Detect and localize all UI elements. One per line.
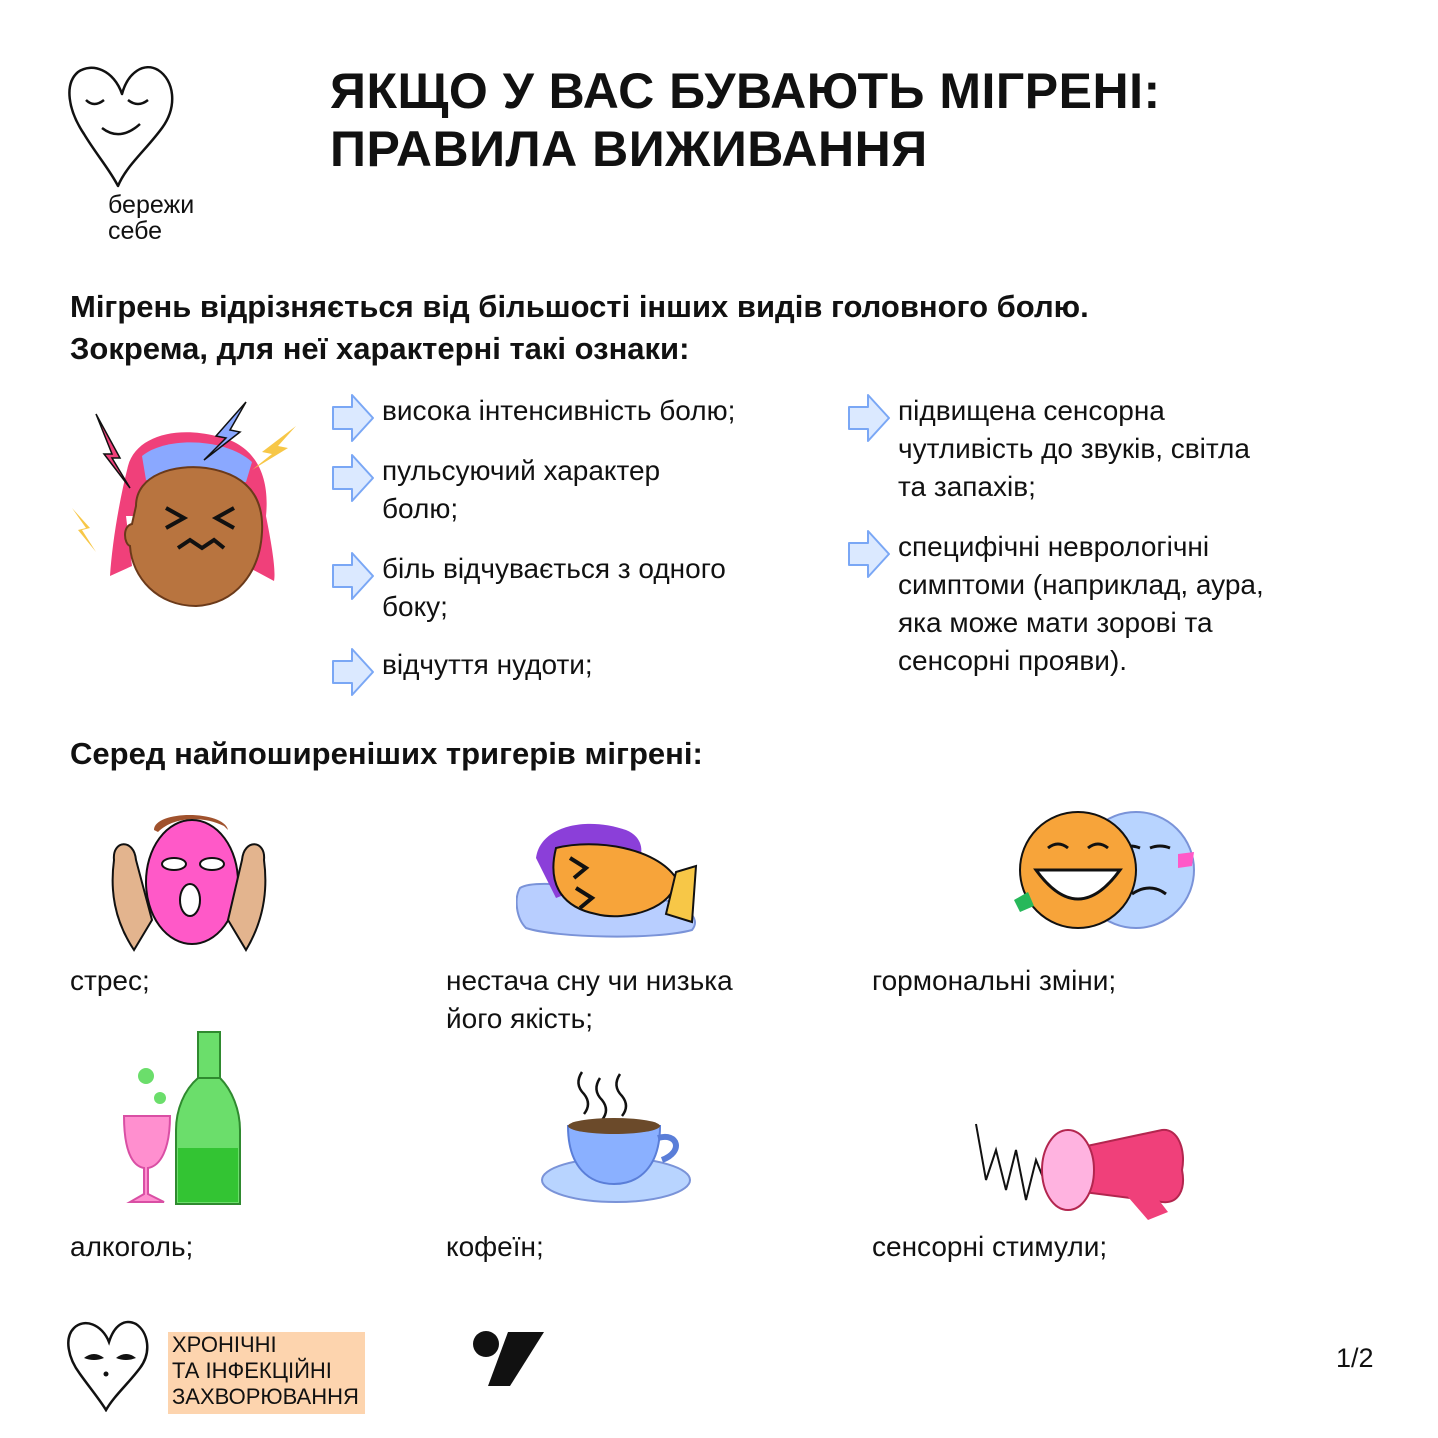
trigger-line: кофеїн; <box>446 1231 544 1262</box>
symptom-text <box>382 392 735 430</box>
title-line-1: ЯКЩО У ВАС БУВАЮТЬ МІГРЕНІ: <box>330 63 1161 119</box>
wine-bottle-icon <box>120 1030 244 1212</box>
intro-text <box>70 286 1390 370</box>
page-title <box>330 62 1390 178</box>
arrow-right-icon <box>330 452 376 504</box>
symptom-line: відчуття нудоти; <box>382 649 593 680</box>
title-line-2: ПРАВИЛА ВИЖИВАННЯ <box>330 121 928 177</box>
symptom-line: симптоми (наприклад, аура, <box>898 569 1264 600</box>
category-line-2: ТА ІНФЕКЦІЙНІ <box>172 1358 332 1383</box>
trigger-label <box>872 962 1116 1000</box>
page-number: 1/2 <box>1336 1343 1374 1373</box>
symptom-line: пульсуючий характер <box>382 455 661 486</box>
heart-eyes-icon <box>66 1316 152 1412</box>
trigger-line: нестача сну чи низька <box>446 965 733 996</box>
category-label <box>168 1332 365 1414</box>
trigger-line: гормональні зміни; <box>872 965 1117 996</box>
triggers-heading: Серед найпоширеніших тригерів мігрені: <box>70 736 703 771</box>
trigger-label <box>70 962 150 1000</box>
coffee-cup-icon <box>538 1068 694 1208</box>
brand-line-1: бережи <box>108 191 195 219</box>
brand-name <box>108 192 194 244</box>
stressed-face-icon <box>104 800 274 958</box>
trigger-label <box>446 1228 544 1266</box>
arrow-right-icon <box>330 392 376 444</box>
symptom-text <box>382 452 660 528</box>
symptom-line: чутливість до звуків, світла <box>898 433 1250 464</box>
intro-line-2: Зокрема, для неї характерні такі ознаки: <box>70 331 690 366</box>
sleepless-face-icon <box>516 818 702 940</box>
mood-masks-icon <box>1010 808 1200 932</box>
arrow-right-icon <box>846 392 892 444</box>
megaphone-icon <box>972 1120 1196 1220</box>
arrow-right-icon <box>330 550 376 602</box>
symptom-line: сенсорні прояви). <box>898 645 1128 676</box>
symptom-line: біль відчувається з одного <box>382 553 726 584</box>
symptom-line: та запахів; <box>898 471 1036 502</box>
trigger-line: стрес; <box>70 965 150 996</box>
symptom-text <box>898 528 1264 680</box>
trigger-label <box>446 962 733 1038</box>
trigger-line: сенсорні стимули; <box>872 1231 1108 1262</box>
trigger-line: його якість; <box>446 1003 593 1034</box>
symptom-line: болю; <box>382 493 459 524</box>
symptom-line: яка може мати зорові та <box>898 607 1213 638</box>
symptom-text <box>898 392 1250 506</box>
trigger-label <box>70 1228 193 1266</box>
symptom-text <box>382 646 593 684</box>
trigger-line: алкоголь; <box>70 1231 194 1262</box>
trigger-label <box>872 1228 1107 1266</box>
symptom-line: підвищена сенсорна <box>898 395 1165 426</box>
brand-line-2: себе <box>108 217 163 245</box>
symptom-line: висока інтенсивність болю; <box>382 395 736 426</box>
category-line-1: ХРОНІЧНІ <box>172 1332 277 1357</box>
symptom-line: специфічні неврологічні <box>898 531 1210 562</box>
headache-face-icon <box>66 396 306 610</box>
category-line-3: ЗАХВОРЮВАННЯ <box>172 1384 359 1409</box>
arrow-right-icon <box>330 646 376 698</box>
partner-logo-icon <box>472 1330 546 1388</box>
arrow-right-icon <box>846 528 892 580</box>
intro-line-1: Мігрень відрізняється від більшості інших видів головного болю. <box>70 289 1089 324</box>
symptom-line: боку; <box>382 591 448 622</box>
symptom-text <box>382 550 726 626</box>
smiling-heart-icon <box>66 58 178 190</box>
